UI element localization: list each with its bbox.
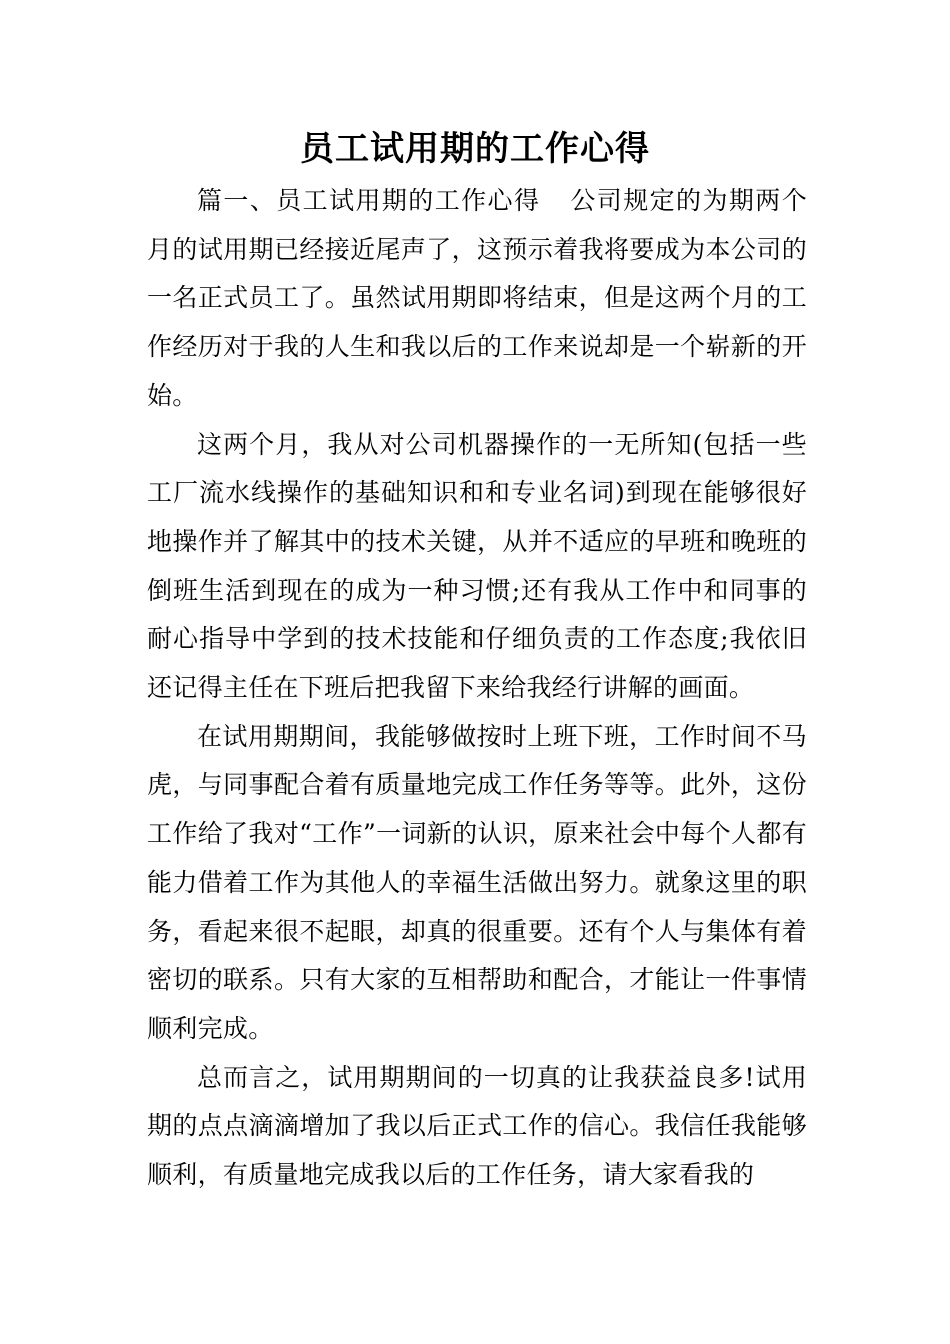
paragraph-4: 总而言之，试用期期间的一切真的让我获益良多!试用期的点点滴滴增加了我以后正式工作的信心。我信任我能够顺利，有质量地完成我以后的工作任务，请大家看我的 bbox=[147, 1062, 807, 1190]
paragraph-1 bbox=[147, 177, 807, 421]
section-heading: 篇一、员工试用期的工作心得 bbox=[197, 186, 541, 215]
document-title: 员工试用期的工作心得 bbox=[300, 129, 650, 169]
paragraph-text: 公司规定的为期两个月的试用期已经接近尾声了，这预示着我将要成为本公司的一名正式员工了。虽然试用期即将结束，但是这两个月的工作经历对于我的人生和我以后的工作来说却是一个崭新的开始。 bbox=[147, 186, 808, 410]
paragraph-3: 在试用期期间，我能够做按时上班下班，工作时间不马虎，与同事配合着有质量地完成工作任务等等。此外，这份工作给了我对“工作”一词新的认识，原来社会中每个人都有能力借着工作为其他人的幸福生活做出努力。就象这里的职务，看起来很不起眼，却真的很重要。还有个人与集体有着密切的联系。只有大家的互相帮助和配合，才能让一件事情顺利完成。 bbox=[147, 721, 807, 1043]
paragraph-2: 这两个月，我从对公司机器操作的一无所知(包括一些工厂流水线操作的基础知识和和专业名词)到现在能够很好地操作并了解其中的技术关键，从并不适应的早班和晚班的倒班生活到现在的成为一种习惯;还有我从工作中和同事的耐心指导中学到的技术技能和仔细负责的工作态度;我依旧还记得主任在下班后把我留下来给我经行讲解的画面。 bbox=[147, 429, 807, 703]
document-body bbox=[147, 177, 807, 1200]
